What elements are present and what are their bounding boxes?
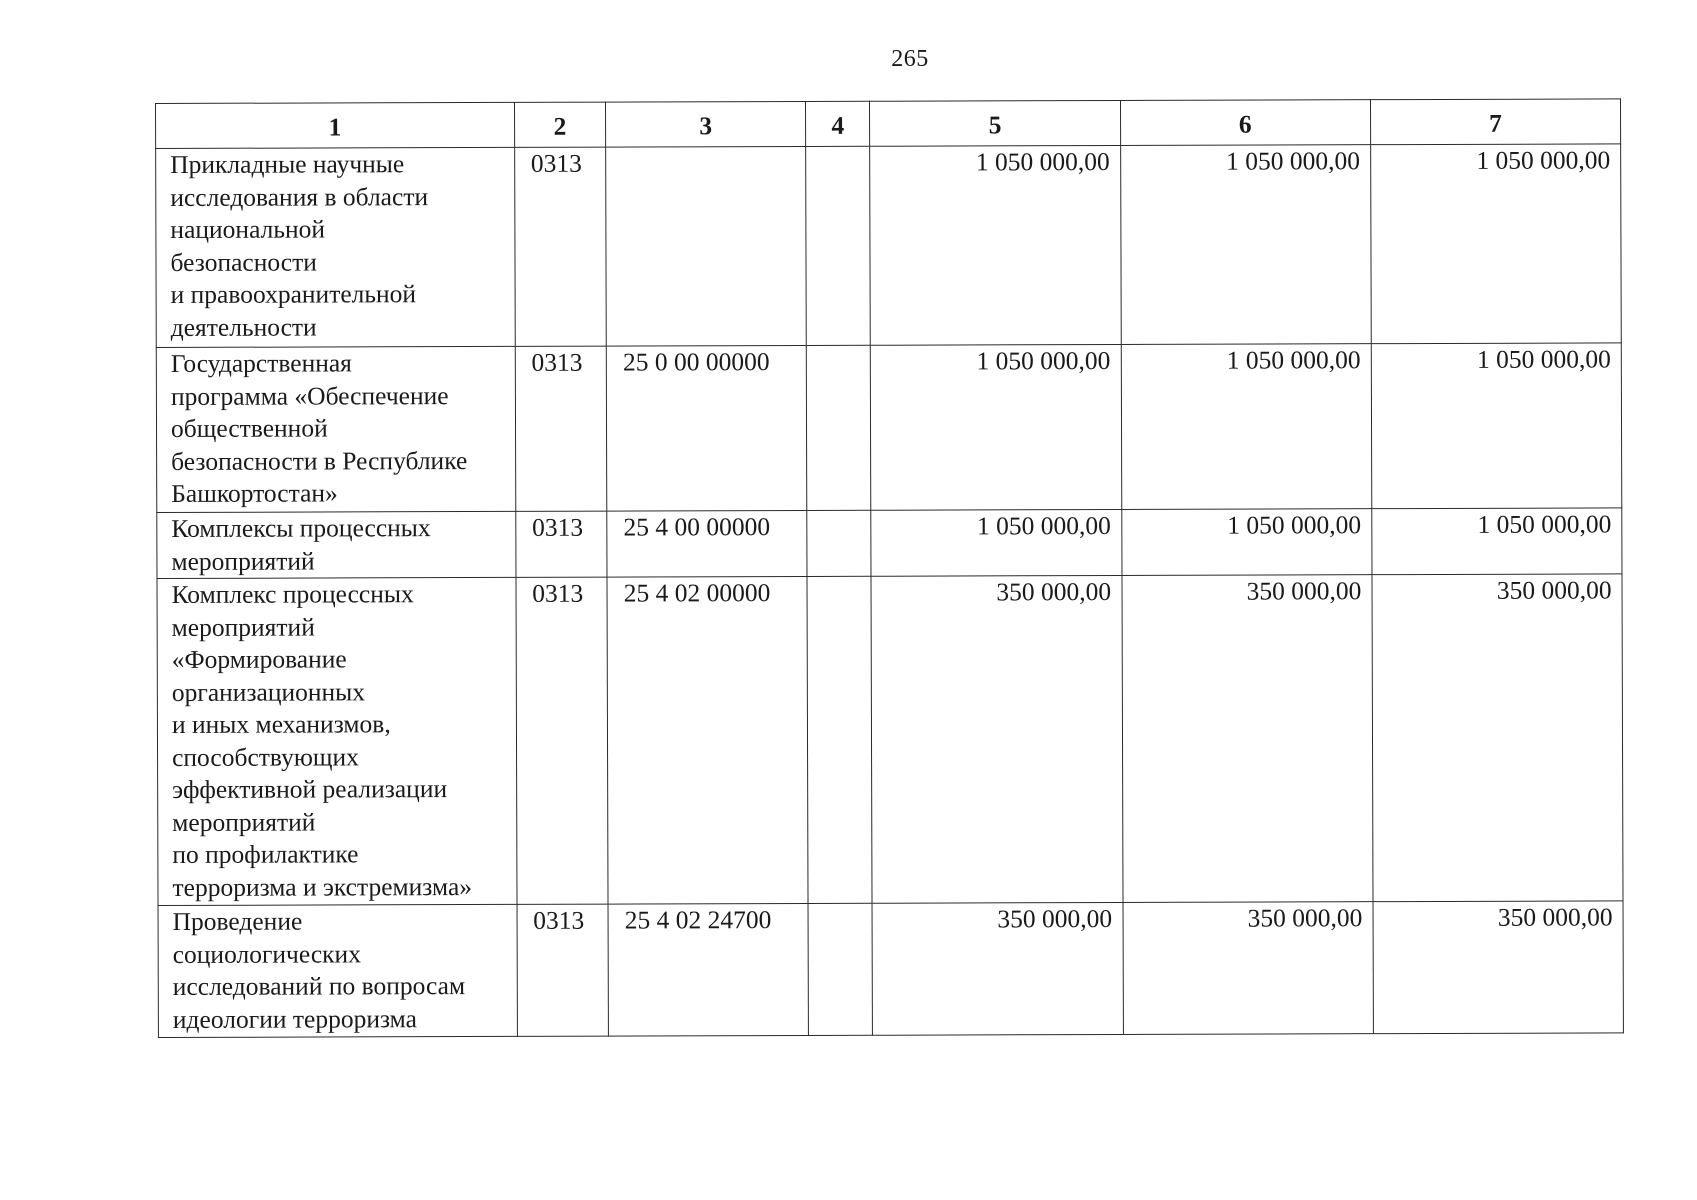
row-name-line: организационных — [171, 676, 366, 707]
row-name-line: Комплекс процессных — [171, 579, 414, 609]
target-code-cell: 25 0 00 00000 — [606, 345, 806, 511]
row-name-line: общественной — [170, 413, 328, 443]
amount-6-cell: 350 000,00 — [1122, 575, 1373, 903]
target-code-cell: 25 4 00 00000 — [607, 510, 807, 577]
row-name-line: деятельности — [170, 311, 317, 342]
amount-6-cell: 1 050 000,00 — [1121, 344, 1372, 510]
row-name-line: Проведение — [172, 906, 303, 936]
row-name-line: терроризма и экстремизма» — [172, 871, 473, 902]
section-code-cell: 0313 — [517, 904, 609, 1036]
row-name-cell — [157, 511, 516, 578]
row-name-line: программа «Обеспечение — [170, 380, 449, 411]
row-name-line: исследований по вопросам — [172, 971, 466, 1001]
table-row — [158, 901, 1623, 1038]
row-name-line: Башкортостан» — [171, 478, 338, 508]
column-header-2: 2 — [514, 102, 606, 147]
amount-7-cell: 1 050 000,00 — [1371, 343, 1622, 509]
amount-5-cell: 1 050 000,00 — [871, 344, 1122, 510]
amount-7-cell: 350 000,00 — [1372, 574, 1623, 902]
expense-type-cell — [806, 146, 871, 345]
row-name-line: социологических — [172, 938, 361, 969]
target-code-cell — [606, 146, 807, 346]
row-name-line: Комплексы процессных — [171, 513, 431, 543]
amount-5-cell: 350 000,00 — [872, 902, 1123, 1035]
amount-5-cell: 350 000,00 — [871, 575, 1122, 903]
expense-type-cell — [807, 510, 872, 576]
row-name-line: национальной — [170, 214, 326, 244]
expense-type-cell — [808, 903, 873, 1035]
expense-type-cell — [807, 576, 872, 903]
column-header-7: 7 — [1370, 99, 1620, 145]
amount-6-cell: 1 050 000,00 — [1120, 145, 1371, 345]
row-name-line: мероприятий — [171, 612, 315, 642]
row-name-line: исследования в области — [170, 181, 429, 212]
column-header-5: 5 — [870, 100, 1120, 146]
section-code-cell: 0313 — [515, 511, 607, 577]
row-name-line: Прикладные научные — [170, 149, 405, 179]
column-header-1: 1 — [156, 102, 515, 148]
row-name-line: и иных механизмов, — [171, 709, 391, 739]
row-name-cell — [158, 904, 517, 1037]
amount-6-cell: 1 050 000,00 — [1121, 509, 1371, 576]
table-row — [157, 508, 1622, 579]
table-row — [156, 144, 1622, 348]
row-name-line: Государственная — [170, 348, 352, 378]
budget-table — [155, 98, 1624, 1038]
row-name-line: по профилактике — [172, 839, 359, 869]
row-name-line: эффективной реализации — [172, 774, 448, 804]
amount-7-cell: 350 000,00 — [1373, 901, 1624, 1034]
amount-7-cell: 1 050 000,00 — [1370, 144, 1621, 344]
expense-type-cell — [806, 345, 871, 510]
table-row — [157, 574, 1623, 906]
table-header-row — [156, 99, 1621, 149]
column-header-6: 6 — [1120, 100, 1370, 146]
column-header-3: 3 — [606, 101, 806, 147]
column-header-4: 4 — [806, 101, 870, 146]
row-name-line: мероприятий — [172, 806, 316, 837]
amount-7-cell: 1 050 000,00 — [1372, 508, 1622, 575]
amount-5-cell: 1 050 000,00 — [870, 145, 1121, 345]
target-code-cell: 25 4 02 24700 — [608, 903, 808, 1036]
table-row — [156, 343, 1622, 513]
row-name-line: мероприятий — [171, 546, 315, 576]
row-name-line: «Формирование — [171, 644, 347, 674]
row-name-line: безопасности в Республике — [171, 445, 468, 476]
row-name-cell — [156, 346, 515, 512]
amount-6-cell: 350 000,00 — [1123, 902, 1374, 1035]
section-code-cell: 0313 — [515, 346, 607, 511]
row-name-cell — [157, 577, 517, 905]
amount-5-cell: 1 050 000,00 — [871, 509, 1121, 576]
row-name-cell — [156, 147, 515, 347]
row-name-line: способствующих — [172, 741, 359, 772]
row-name-line: и правоохранительной — [170, 279, 417, 309]
row-name-line: идеологии терроризма — [172, 1003, 417, 1034]
target-code-cell: 25 4 02 00000 — [607, 576, 808, 904]
row-name-line: безопасности — [170, 246, 317, 277]
section-code-cell: 0313 — [514, 147, 606, 346]
section-code-cell: 0313 — [516, 577, 608, 904]
page-number: 265 — [891, 46, 929, 72]
